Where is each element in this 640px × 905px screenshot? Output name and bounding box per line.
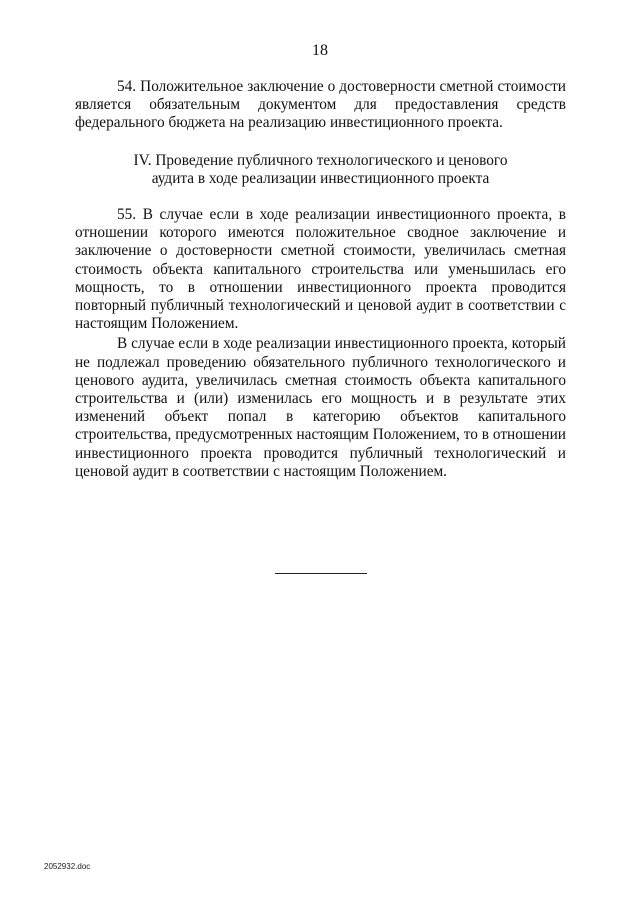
page-number: 18 [312,42,328,59]
paragraph-55-continuation: В случае если в ходе реализации инвестиционного проекта, который не подлежал проведению обязательного публичного технологического и ценового аудита, увеличилась сметная стоимость объекта капитального строительства и (или) изменилась его мощность и в результате этих изменений объект попал в категорию объектов капитального строительства, предусмотренных настоящим Положением, то в отношении инвестиционного проекта проводится публичный технологический и ценовой аудит в соответствии с настоящим Положением. [75,335,566,480]
footer-file-name: 2052932.doc [44,862,91,871]
closing-rule [275,573,367,574]
paragraph-54: 54. Положительное заключение о достоверности сметной стоимости является обязательным документом для предоставления средств федерального бюджета на реализацию инвестиционного проекта. [75,78,566,132]
section-heading-line-2: аудита в ходе реализации инвестиционного проекта [151,169,490,187]
document-body [75,78,566,481]
section-heading-line-1: IV. Проведение публичного технологического и ценового [133,151,508,169]
paragraph-55: 55. В случае если в ходе реализации инвестиционного проекта, в отношении которого имеются положительное сводное заключение и заключение о достоверности сметной стоимости, увеличилась сметная стоимость объекта капитального строительства или уменьшилась его мощность, то в отношении инвестиционного проекта проводится повторный публичный технологический и ценовой аудит в соответствии с настоящим Положением. [75,206,566,333]
section-heading [75,152,566,188]
